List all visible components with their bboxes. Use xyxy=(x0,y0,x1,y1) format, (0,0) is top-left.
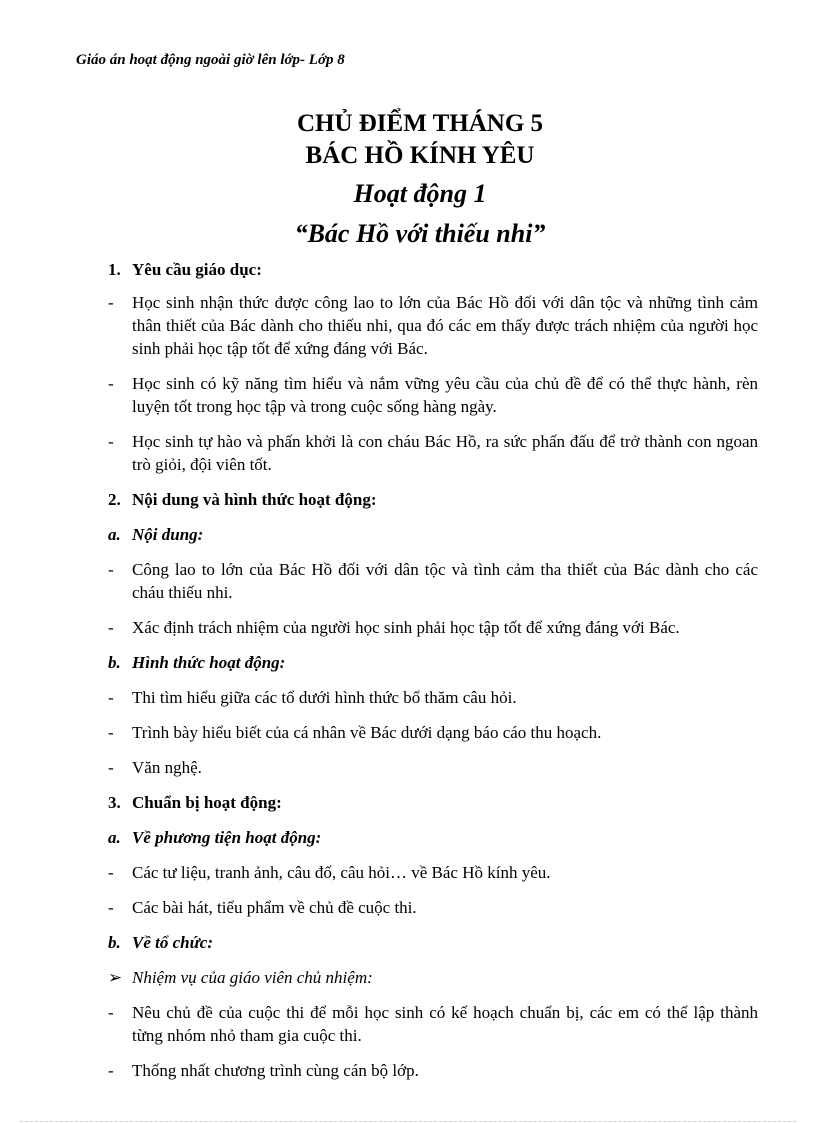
list-item-text: Trình bày hiểu biết của cá nhân về Bác dưới dạng báo cáo thu hoạch. xyxy=(132,723,602,742)
list-item xyxy=(108,756,758,779)
dash-marker: - xyxy=(108,758,114,777)
list-item xyxy=(108,861,758,884)
section-3-heading xyxy=(108,791,758,814)
list-item-text: Học sinh nhận thức được công lao to lớn của Bác Hồ đối với dân tộc và những tình cảm thân thiết của Bác dành cho thiếu nhi, qua đó các em thấy được trách nhiệm của người học sinh phải học tập tốt để xứng đáng với Bác. xyxy=(132,293,758,358)
title-block xyxy=(0,108,816,252)
subsection-2b-heading xyxy=(108,651,758,674)
dash-marker: - xyxy=(108,1061,114,1080)
list-item-text: Thống nhất chương trình cùng cán bộ lớp. xyxy=(132,1061,419,1080)
section-number: 1. xyxy=(108,260,121,279)
subsection-2a-heading xyxy=(108,523,758,546)
section-2-heading xyxy=(108,488,758,511)
document-header-note: Giáo án hoạt động ngoài giờ lên lớp- Lớp 8 xyxy=(76,52,345,68)
activity-quote: “Bác Hồ với thiếu nhi” xyxy=(294,219,546,248)
list-item xyxy=(108,686,758,709)
theme-title: CHỦ ĐIỂM THÁNG 5 xyxy=(296,110,544,137)
dash-marker: - xyxy=(108,688,114,707)
dash-marker: - xyxy=(108,293,114,312)
dash-marker: - xyxy=(108,374,114,393)
subsection-label: a. xyxy=(108,525,121,544)
subsection-label: b. xyxy=(108,933,121,952)
document-body xyxy=(108,258,758,1082)
dash-marker: - xyxy=(108,560,114,579)
section-number: 2. xyxy=(108,490,121,509)
dash-marker: - xyxy=(108,723,114,742)
dash-marker: - xyxy=(108,898,114,917)
section-title: Yêu cầu giáo dục: xyxy=(132,260,262,279)
arrow-bullet-icon: ➢ xyxy=(108,968,123,987)
list-item xyxy=(108,372,758,418)
list-item xyxy=(108,430,758,476)
list-item-text: Công lao to lớn của Bác Hồ đối với dân tộc và tình cảm tha thiết của Bác dành cho các cháu thiếu nhi. xyxy=(132,560,758,602)
activity-title: Hoạt động 1 xyxy=(353,179,487,208)
task-heading xyxy=(108,966,758,989)
page-bottom-divider xyxy=(20,1121,796,1122)
dash-marker: - xyxy=(108,618,114,637)
list-item-text: Xác định trách nhiệm của người học sinh phải học tập tốt để xứng đáng với Bác. xyxy=(132,618,680,637)
list-item xyxy=(108,1001,758,1047)
list-item xyxy=(108,558,758,604)
subsection-label: b. xyxy=(108,653,121,672)
subsection-title: Nội dung: xyxy=(132,525,204,544)
list-item-text: Học sinh tự hào và phấn khởi là con cháu Bác Hồ, ra sức phấn đấu để trở thành con ngoan trò giỏi, đội viên tốt. xyxy=(132,432,758,474)
list-item-text: Văn nghệ. xyxy=(132,758,202,777)
list-item xyxy=(108,1059,758,1082)
list-item xyxy=(108,291,758,360)
list-item xyxy=(108,721,758,744)
list-item-text: Các tư liệu, tranh ảnh, câu đố, câu hỏi… về Bác Hồ kính yêu. xyxy=(132,863,551,882)
theme-subtitle: BÁC HỒ KÍNH YÊU xyxy=(305,142,535,169)
subsection-3a-heading xyxy=(108,826,758,849)
list-item-text: Học sinh có kỹ năng tìm hiểu và nắm vững yêu cầu của chủ đề để có thể thực hành, rèn luyện tốt trong học tập và trong cuộc sống hàng ngày. xyxy=(132,374,758,416)
dash-marker: - xyxy=(108,432,114,451)
list-item-text: Thi tìm hiểu giữa các tổ dưới hình thức bổ thăm câu hỏi. xyxy=(132,688,517,707)
dash-marker: - xyxy=(108,863,114,882)
section-1-heading xyxy=(108,258,758,281)
subsection-title: Về phương tiện hoạt động: xyxy=(132,828,322,847)
subsection-3b-heading xyxy=(108,931,758,954)
section-number: 3. xyxy=(108,793,121,812)
subsection-title: Về tổ chức: xyxy=(132,933,213,952)
list-item-text: Các bài hát, tiểu phẩm về chủ đề cuộc thi. xyxy=(132,898,417,917)
list-item-text: Nêu chủ đề của cuộc thi để mỗi học sinh có kế hoạch chuẩn bị, các em có thể lập thành từng nhóm nhỏ tham gia cuộc thi. xyxy=(132,1003,758,1045)
task-heading-text: Nhiệm vụ của giáo viên chủ nhiệm: xyxy=(132,968,373,987)
subsection-label: a. xyxy=(108,828,121,847)
list-item xyxy=(108,616,758,639)
list-item xyxy=(108,896,758,919)
dash-marker: - xyxy=(108,1003,114,1022)
subsection-title: Hình thức hoạt động: xyxy=(132,653,286,672)
section-title: Chuẩn bị hoạt động: xyxy=(132,793,282,812)
section-title: Nội dung và hình thức hoạt động: xyxy=(132,490,377,509)
